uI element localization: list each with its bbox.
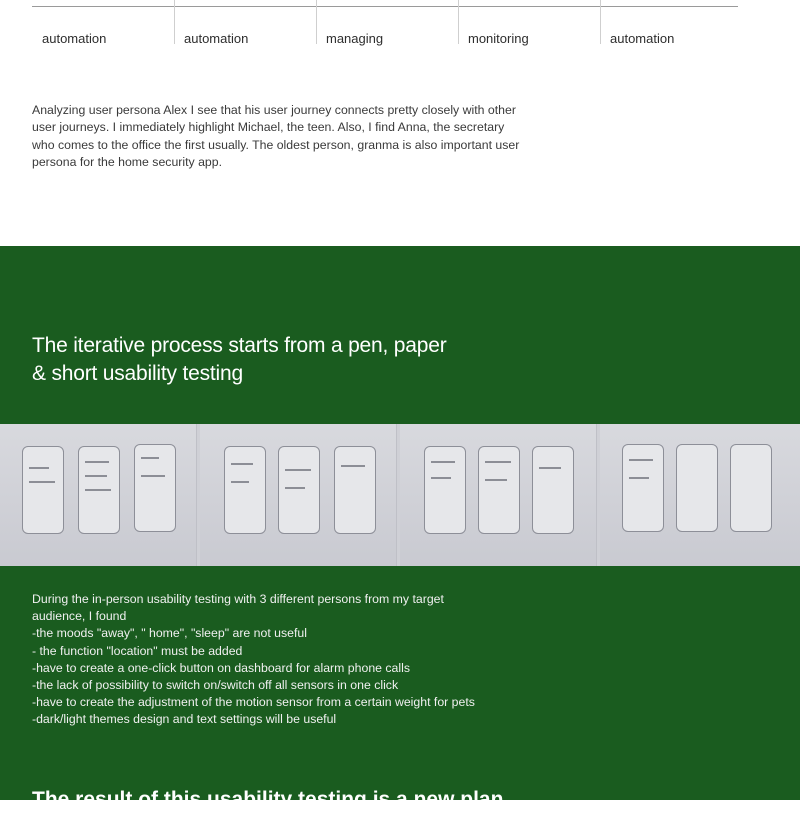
sketch-line — [231, 463, 253, 465]
cell-divider — [600, 0, 601, 44]
sketch-line — [341, 465, 365, 467]
cell-divider — [316, 0, 317, 44]
persona-section — [0, 0, 800, 246]
heading-line: & short usability testing — [32, 362, 243, 385]
category-label: automation — [42, 31, 107, 46]
category-label: monitoring — [468, 31, 529, 46]
sketch-photo — [400, 424, 597, 566]
sketch-screen — [22, 446, 64, 534]
sketch-line — [85, 489, 111, 491]
sketch-screen — [334, 446, 376, 534]
text-line: persona for the home security app. — [32, 155, 223, 170]
sketch-line — [431, 461, 455, 463]
table-cell — [174, 0, 316, 44]
paper-prototype-photos — [0, 424, 800, 566]
persona-category-row — [32, 0, 738, 44]
sketch-screen — [424, 446, 466, 534]
sketch-line — [29, 467, 49, 469]
sketch-line — [85, 461, 109, 463]
finding-line: - the function "location" must be added — [32, 643, 243, 658]
sketch-line — [29, 481, 55, 483]
sketch-screen — [134, 444, 176, 532]
section-heading — [32, 332, 592, 388]
finding-line: audience, I found — [32, 609, 127, 624]
table-cell — [600, 0, 738, 44]
sketch-line — [141, 475, 165, 477]
sketch-line — [431, 477, 451, 479]
sketch-screen — [676, 444, 718, 532]
text-line: user journeys. I immediately highlight Michael, the teen. Also, I find Anna, the secretary — [32, 120, 505, 135]
next-section-heading: The result of this usability testing is a new plan — [32, 788, 504, 811]
category-label: managing — [326, 31, 384, 46]
text-line: who comes to the office the first usually. The oldest person, granma is also important user — [32, 137, 520, 152]
finding-line: -have to create a one-click button on dashboard for alarm phone calls — [32, 660, 411, 675]
usability-findings — [32, 591, 612, 729]
sketch-line — [485, 461, 511, 463]
sketch-line — [285, 469, 311, 471]
finding-line: -the lack of possibility to switch on/switch off all sensors in one click — [32, 678, 399, 693]
persona-analysis-text — [32, 102, 612, 172]
finding-line: -the moods "away", " home", "sleep" are not useful — [32, 626, 307, 641]
finding-line: -dark/light themes design and text settings will be useful — [32, 712, 337, 727]
text-line: Analyzing user persona Alex I see that his user journey connects pretty closely with other — [32, 103, 516, 117]
sketch-line — [285, 487, 305, 489]
sketch-screen — [224, 446, 266, 534]
sketch-screen — [622, 444, 664, 532]
sketch-line — [629, 459, 653, 461]
sketch-photo — [600, 424, 800, 566]
sketch-line — [85, 475, 107, 477]
cell-divider — [174, 0, 175, 44]
table-cell — [316, 0, 458, 44]
finding-line: During the in-person usability testing with 3 different persons from my target — [32, 592, 444, 606]
sketch-line — [539, 467, 561, 469]
category-label: automation — [610, 31, 675, 46]
sketch-screen — [78, 446, 120, 534]
sketch-screen — [278, 446, 320, 534]
sketch-screen — [532, 446, 574, 534]
sketch-line — [141, 457, 159, 459]
sketch-screen — [730, 444, 772, 532]
sketch-screen — [478, 446, 520, 534]
table-cell — [458, 0, 600, 44]
heading-line: The iterative process starts from a pen, paper — [32, 334, 447, 357]
iterative-process-section — [0, 246, 800, 811]
sketch-line — [629, 477, 649, 479]
category-label: automation — [184, 31, 249, 46]
sketch-photo — [200, 424, 397, 566]
sketch-line — [485, 479, 507, 481]
cell-divider — [458, 0, 459, 44]
sketch-line — [231, 481, 249, 483]
table-cell — [32, 0, 174, 44]
sketch-photo — [0, 424, 197, 566]
finding-line: -have to create the adjustment of the motion sensor from a certain weight for pets — [32, 695, 475, 710]
